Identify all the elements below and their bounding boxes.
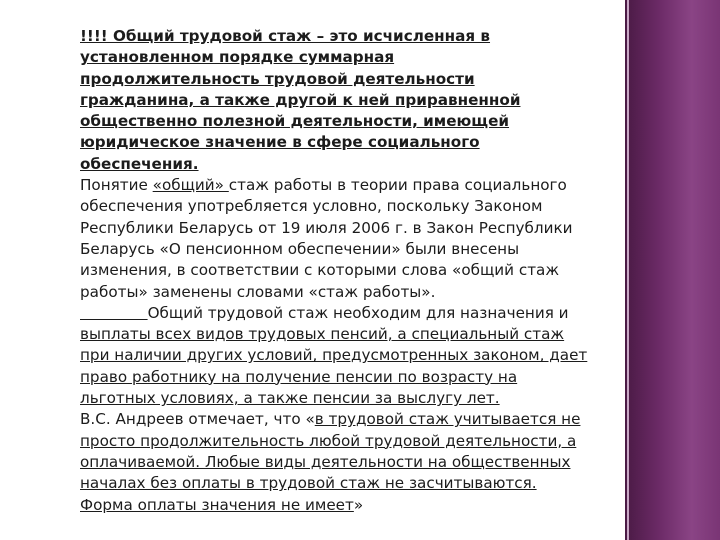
text-segment: стаж работы в теории права социального [228,176,567,195]
text-line [80,452,610,473]
text-line [80,388,610,409]
text-segment: установленном порядке суммарная [80,48,395,67]
text-segment: обеспечения. [80,154,199,173]
text-line [80,473,610,494]
text-segment: началах без оплаты в трудовой стаж не засчитываются. [80,474,537,493]
text-segment: Понятие [80,176,153,195]
text-line [80,495,610,516]
sidebar-divider [627,0,629,540]
text-segment [80,304,148,322]
text-line [80,69,610,90]
text-line [80,431,610,452]
paragraph [80,26,610,175]
text-line [80,239,610,260]
text-line [80,90,610,111]
text-segment: !!!! Общий трудовой стаж – это исчисленная в [80,27,491,45]
text-segment: при наличии других условий, предусмотренных законом, дает [80,346,588,365]
text-segment: льготных условиях, а также пенсии за выслугу лет. [80,389,500,408]
text-line [80,367,610,388]
text-line [80,132,610,153]
text-segment: изменения, в соответствии с которыми слова «общий стаж [80,261,560,280]
text-segment: В.С. Андреев отмечает, что « [80,410,315,429]
text-segment: Форма оплаты значения не имеет [80,495,354,514]
text-line [80,345,610,366]
text-segment: обеспечения употребляется условно, поскольку Законом [80,197,543,216]
text-segment: работы» заменены словами «стаж работы». [80,282,436,301]
paragraph [80,303,610,409]
text-line [80,111,610,132]
text-line [80,282,610,303]
text-line [80,218,610,239]
text-line [80,154,610,175]
text-segment: » [353,495,364,514]
text-segment: Республики Беларусь от 19 июля 2006 г. в Закон Республики [80,218,573,237]
paragraph [80,175,610,303]
slide-text [80,26,610,516]
text-segment: гражданина, а также другой к ней приравненной [80,90,521,109]
text-segment: продолжительность трудовой деятельности [80,69,475,88]
text-line [80,26,610,47]
text-line [80,409,610,430]
text-segment: Общий трудовой стаж необходим для назначения и [147,303,569,322]
text-segment: общественно полезной деятельности, имеющей [80,112,510,131]
text-segment: выплаты всех видов трудовых пенсий, а специальный стаж [80,325,565,344]
text-line [80,324,610,345]
text-segment: просто продолжительность любой трудовой деятельности, а [80,431,577,450]
text-segment: в трудовой стаж учитывается не [314,410,581,429]
paragraph [80,409,610,515]
text-segment: «общий» [152,176,229,195]
text-line [80,47,610,68]
text-segment: право работнику на получение пенсии по возрасту на [80,367,518,386]
text-segment: юридическое значение в сфере социального [80,133,480,152]
text-line [80,303,610,324]
text-line [80,260,610,281]
decorative-sidebar [625,0,720,540]
text-line [80,196,610,217]
text-segment: оплачиваемой. Любые виды деятельности на общественных [80,452,571,471]
text-segment: Беларусь «О пенсионном обеспечении» были внесены [80,239,520,258]
text-line [80,175,610,196]
